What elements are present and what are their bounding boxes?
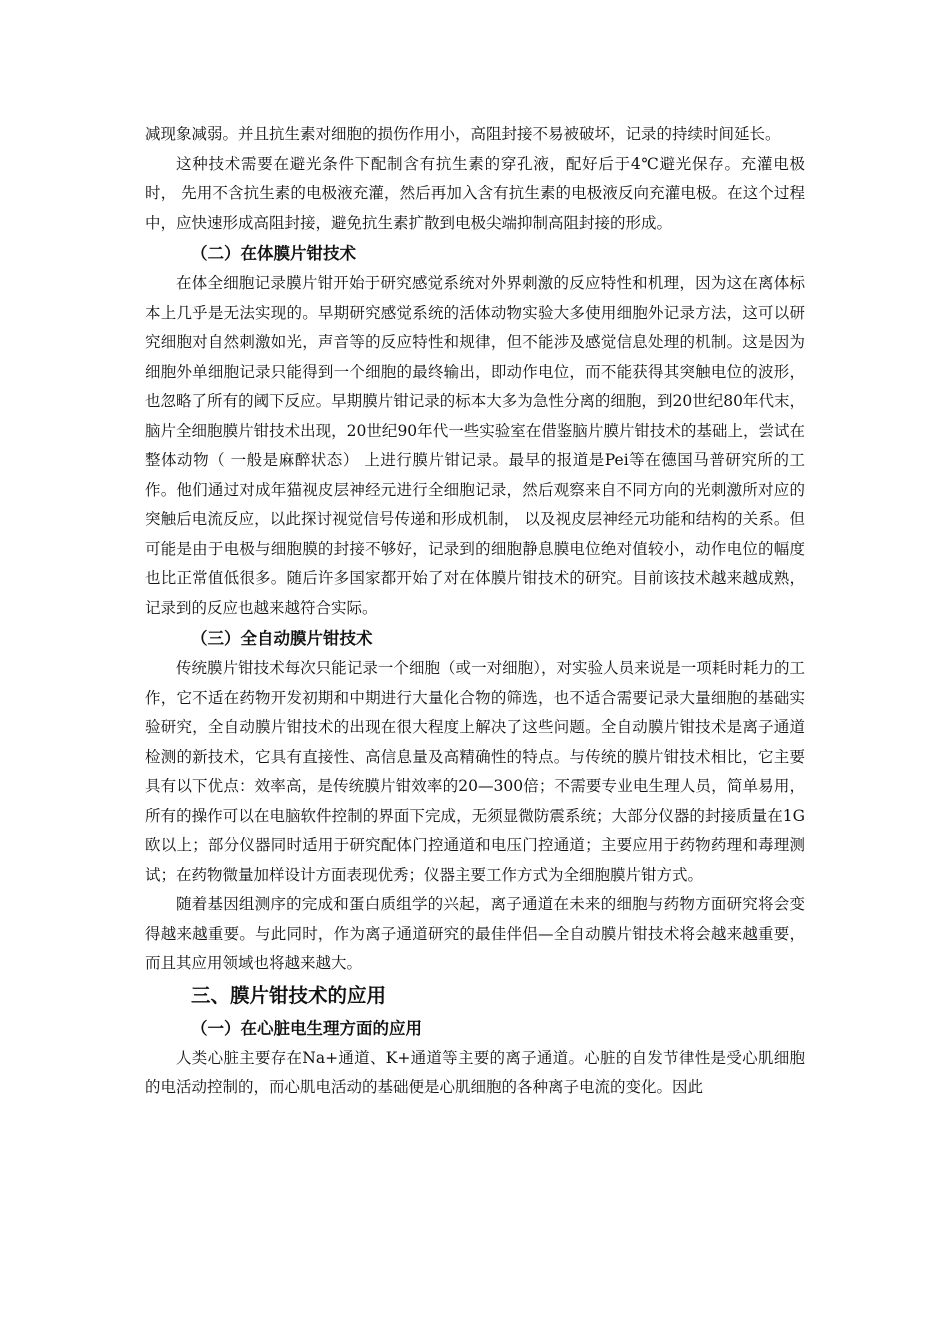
section-heading-in-vivo: （二）在体膜片钳技术 <box>191 244 356 263</box>
paragraph-carryover: 减现象减弱。并且抗生素对细胞的损伤作用小，高阻封接不易被破坏，记录的持续时间延长。 <box>145 125 781 143</box>
paragraph-antibiotic-perforation: 这种技术需要在避光条件下配制含有抗生素的穿孔液，配好后于4℃避光保存。充灌电极时， 先用不含抗生素的电极液充灌，然后再加入含有抗生素的电极液反向充灌电极。在这个过程中，应快速形成高阻封接，避免抗生素扩散到电极尖端抑制高阻封接的形成。 <box>145 154 805 232</box>
paragraph-automated: 传统膜片钳技术每次只能记录一个细胞（或一对细胞），对实验人员来说是一项耗时耗力的工作，它不适在药物开发初期和中期进行大量化合物的筛选，也不适合需要记录大量细胞的基础实验研究，全自动膜片钳技术的出现在很大程度上解决了这些问题。全自动膜片钳技术是离子通道检测的新技术，它具有直接性、高信息量及高精确性的特点。与传统的膜片钳技术相比，它主要具有以下优点：效率高，是传统膜片钳效率的20—300倍；不需要专业电生理人员，简单易用，所有的操作可以在电脑软件控制的界面下完成，无须显微防震系统；大部分仪器的封接质量在1G欧以上；部分仪器同时适用于研究配体门控通道和电压门控通道；主要应用于药物药理和毒理测试；在药物微量加样设计方面表现优秀；仪器主要工作方式为全细胞膜片钳方式。 <box>145 659 805 884</box>
section-heading-cardiac: （一）在心脏电生理方面的应用 <box>191 1018 422 1038</box>
paragraph-cardiac: 人类心脏主要存在Na+通道、K+通道等主要的离子通道。心脏的自发节律性是受心肌细胞的电活动控制的，而心肌电活动的基础便是心肌细胞的各种离子电流的变化。因此 <box>145 1048 805 1096</box>
chapter-heading-applications: 三、膜片钳技术的应用 <box>191 983 387 1007</box>
paragraph-in-vivo: 在体全细胞记录膜片钳开始于研究感觉系统对外界刺激的反应特性和机理，因为这在离体标本上几乎是无法实现的。早期研究感觉系统的活体动物实验大多使用细胞外记录方法，这可以研究细胞对自然刺激如光，声音等的反应特性和规律，但不能涉及感觉信息处理的机制。这是因为细胞外单细胞记录只能得到一个细胞的最终输出，即动作电位，而不能获得其突触电位的波形，也忽略了所有的阈下反应。早期膜片钳记录的标本大多为急性分离的细胞，到20世纪80年代末，脑片全细胞膜片钳技术出现，20世纪90年代一些实验室在借鉴脑片膜片钳技术的基础上，尝试在整体动物（ 一般是麻醉状态） 上进行膜片钳记录。最早的报道是Pei等在德国马普研究所的工作。他们通过对成年猫视皮层神经元进行全细胞记录，然后观察来自不同方向的光刺激所对应的突触后电流反应，以此探讨视觉信号传递和形成机制， 以及视皮层神经元功能和结构的关系。但可能是由于电极与细胞膜的封接不够好，记录到的细胞静息膜电位绝对值较小，动作电位的幅度也比正常值低很多。随后许多国家都开始了对在体膜片钳技术的研究。目前该技术越来越成熟，记录到的反应也越来越符合实际。 <box>145 274 805 617</box>
paragraph-future: 随着基因组测序的完成和蛋白质组学的兴起，离子通道在未来的细胞与药物方面研究将会变得越来越重要。与此同时，作为离子通道研究的最佳伴侣—全自动膜片钳技术将会越来越重要，而且其应用领域也将越来越大。 <box>145 895 805 972</box>
document-page <box>145 120 805 1103</box>
section-heading-automated: （三）全自动膜片钳技术 <box>191 629 373 648</box>
